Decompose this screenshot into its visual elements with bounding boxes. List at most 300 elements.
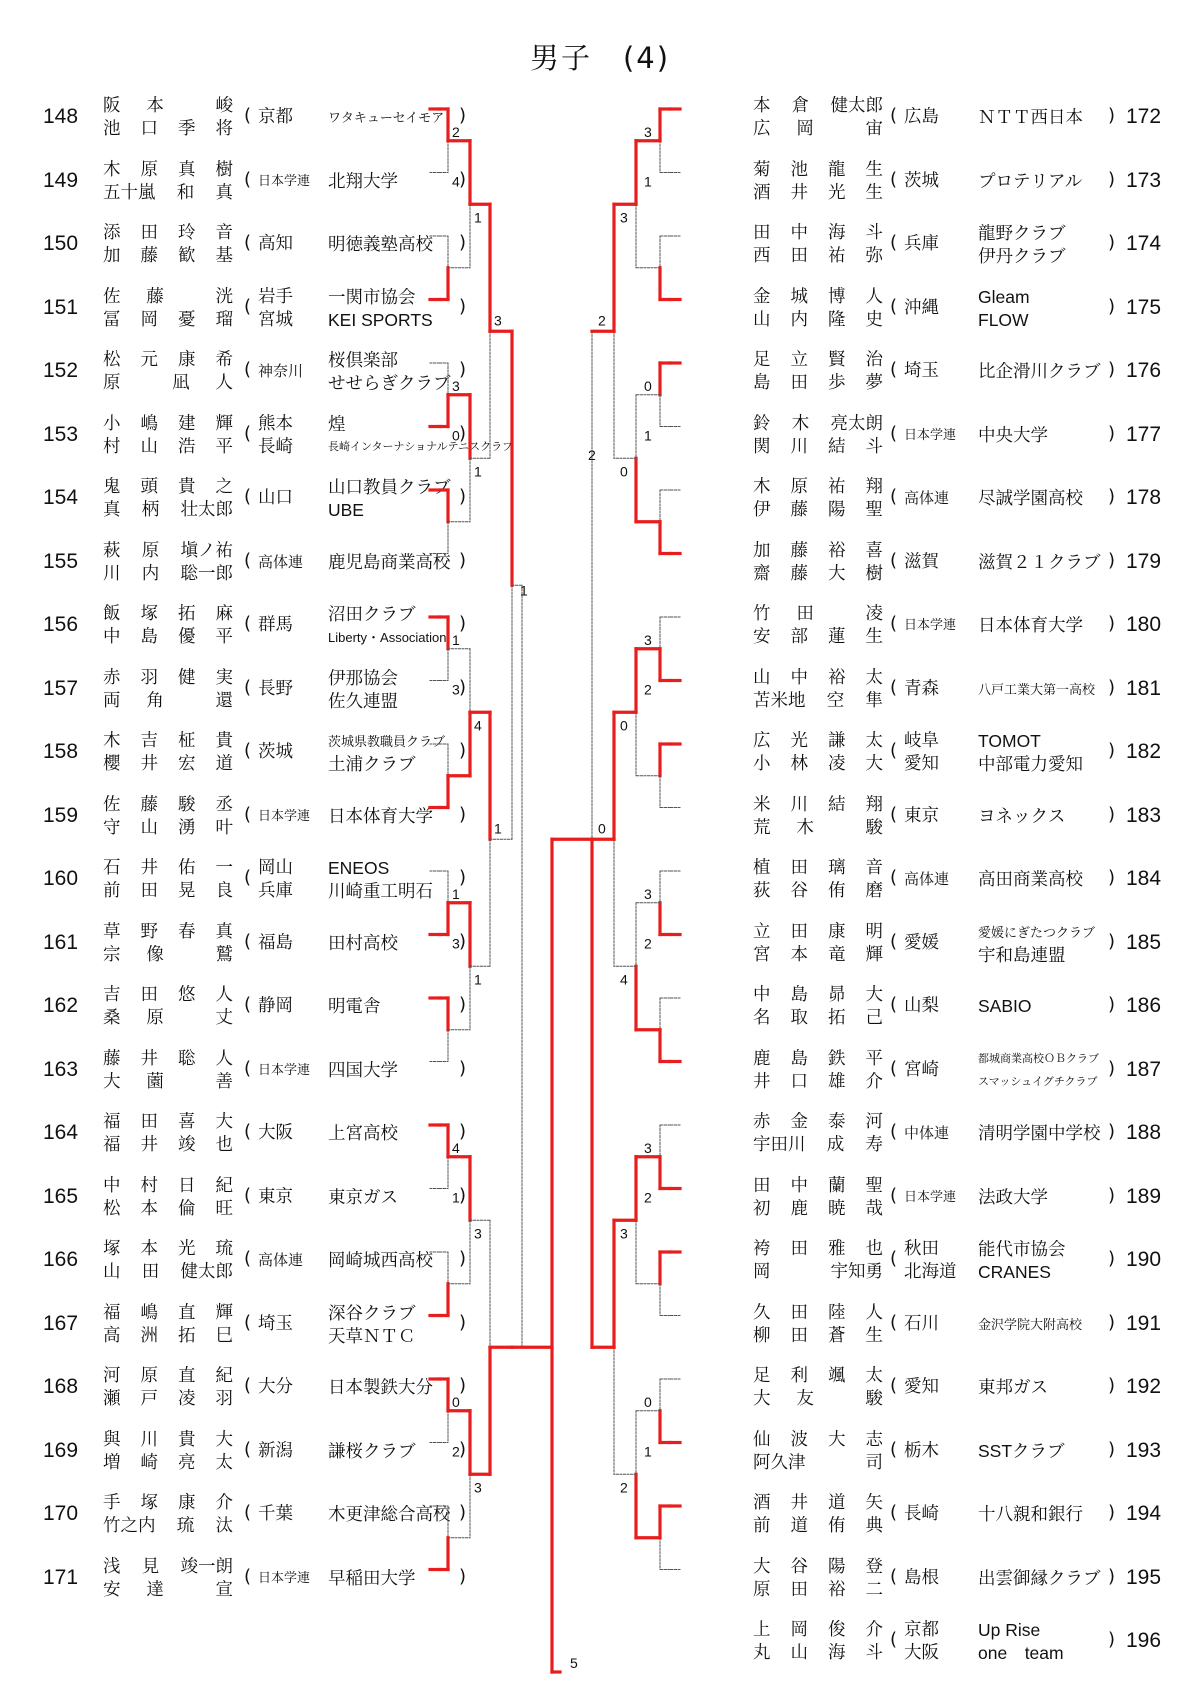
name-part: 井 (140, 1048, 158, 1069)
name-part: 陽 (828, 500, 846, 520)
name-part: 西 (753, 246, 771, 266)
open-paren: ( (890, 232, 898, 253)
close-paren: ) (459, 1121, 467, 1142)
open-paren: ( (244, 359, 252, 380)
name-part: 柳 (753, 1325, 771, 1346)
close-paren: ) (1108, 486, 1116, 507)
name-part: 口 (140, 119, 158, 139)
prefecture-line: 日本学連 (258, 1570, 311, 1586)
name-part: 凌 (178, 1389, 196, 1409)
name-part: 侑 (828, 1516, 846, 1536)
name-part: 山 (103, 1262, 121, 1282)
name-part: 波 (790, 1429, 808, 1450)
prefecture-line: 沖縄 (904, 297, 939, 318)
name-part: 添 (103, 223, 121, 243)
name-part: 亮太朗 (830, 413, 883, 434)
close-paren: ) (459, 1311, 467, 1333)
draw-number: 196 (1126, 1629, 1162, 1652)
name-part: 音 (215, 223, 233, 243)
name-part: 貴 (178, 477, 196, 497)
name-part: 金 (790, 1112, 808, 1132)
club-line: プロテリアル (978, 170, 1083, 191)
name-part: 広 (753, 731, 771, 751)
name-part: 藤 (140, 794, 158, 815)
close-paren: ) (1108, 676, 1116, 698)
draw-number: 193 (1126, 1438, 1162, 1462)
name-part: 登 (865, 1556, 883, 1577)
name-part: 島 (140, 627, 158, 647)
prefecture-line: 高体連 (258, 552, 304, 571)
club-line: 出雲御縁クラブ (978, 1567, 1101, 1588)
r-r1-score: 1 (644, 1443, 652, 1460)
draw-number: 159 (43, 803, 79, 827)
name-part: 田 (753, 223, 771, 243)
name-part: 友 (796, 1389, 814, 1409)
name-part: 太 (865, 667, 883, 688)
name-part: 田 (790, 373, 808, 393)
l-r2-score: 3 (474, 1225, 482, 1242)
draw-number: 176 (1126, 359, 1162, 382)
club-line: 木更津総合高校 (328, 1504, 451, 1524)
open-paren: ( (890, 1057, 898, 1079)
name-part: 道 (215, 754, 233, 774)
name-part: 斗 (865, 436, 883, 457)
name-part: 井 (140, 754, 158, 774)
name-part: 田 (140, 1112, 158, 1132)
name-part: 介 (865, 1071, 883, 1092)
name-part: 司 (865, 1452, 883, 1473)
name-part: 山 (790, 1643, 808, 1663)
club-line: SSTクラブ (978, 1440, 1065, 1461)
prefecture-line: 宮城 (258, 309, 293, 330)
r-r1-score: 3 (644, 886, 652, 902)
name-part: 井 (790, 182, 808, 203)
name-part: 角 (146, 690, 164, 711)
name-part: 蒼 (828, 1325, 846, 1346)
open-paren: ( (890, 105, 898, 126)
club-line: 茨城県教職員クラブ (328, 734, 446, 749)
name-part: 陸 (828, 1302, 846, 1323)
name-part: 関 (753, 436, 771, 457)
name-part: 生 (865, 182, 883, 203)
name-part: 中 (753, 985, 771, 1005)
prefecture-line: 群馬 (258, 615, 293, 635)
name-part: 優 (178, 627, 196, 647)
name-part: 巳 (215, 1325, 233, 1346)
draw-number: 186 (1126, 994, 1162, 1017)
name-part: 手 (103, 1493, 121, 1513)
club-line: 東京ガス (328, 1186, 398, 1207)
club-line: 川崎重工明石 (328, 881, 433, 901)
draw-number: 165 (43, 1184, 79, 1208)
name-part: 蘭 (828, 1175, 846, 1196)
name-part: 嶋 (140, 1302, 158, 1323)
prefecture-line: 京都 (904, 1620, 939, 1640)
draw-number: 180 (1126, 613, 1162, 636)
open-paren: ( (244, 232, 252, 253)
name-part: 池 (103, 119, 121, 139)
name-part: 宮 (753, 944, 771, 965)
name-part: 結 (828, 436, 846, 457)
name-part: 也 (215, 1135, 233, 1155)
name-part: 塚 (140, 1493, 158, 1513)
name-part: 山 (140, 817, 158, 838)
name-part: 伊 (753, 500, 771, 520)
name-part: 福 (103, 1112, 121, 1132)
prefecture-line: 山梨 (904, 996, 939, 1016)
name-part: 宗 (103, 944, 121, 965)
name-part: 内 (790, 309, 808, 330)
name-part: 田 (790, 1239, 808, 1259)
name-part: 桑 (103, 1008, 121, 1028)
l-r1-score: 0 (452, 1394, 460, 1410)
name-part: 久 (753, 1302, 771, 1323)
name-part: 薗 (146, 1071, 164, 1092)
name-part: 原 (753, 1579, 771, 1600)
draw-number: 154 (43, 486, 79, 509)
name-part: 草 (103, 921, 121, 942)
r-r1-score: 3 (644, 124, 652, 140)
name-part: 戸 (140, 1389, 158, 1409)
draw-number: 164 (43, 1121, 79, 1144)
name-part: 冨 (103, 309, 121, 330)
draw-number: 153 (43, 422, 79, 446)
name-part: 光 (828, 182, 846, 203)
close-paren: ) (459, 359, 467, 380)
name-part: 初 (753, 1198, 771, 1219)
name-part: 泰 (828, 1112, 846, 1132)
draw-number: 174 (1126, 232, 1162, 255)
name-part: 高 (103, 1325, 121, 1346)
close-paren: ) (459, 422, 467, 444)
name-part: 紀 (215, 1175, 233, 1196)
close-paren: ) (1108, 994, 1116, 1015)
r-r1-score: 1 (644, 173, 652, 190)
name-part: 樹 (215, 159, 233, 180)
open-paren: ( (890, 1629, 898, 1650)
club-line: 尽誠学園高校 (978, 488, 1083, 508)
name-part: 荒 (753, 817, 771, 838)
name-part: 小 (103, 413, 121, 434)
name-part: 立 (790, 350, 808, 370)
draw-number: 169 (43, 1438, 79, 1462)
r-r2-score: 3 (620, 1225, 628, 1242)
name-part: 塡ノ祐 (180, 540, 233, 561)
name-part: 聖 (865, 500, 883, 520)
name-part: 翔 (865, 794, 883, 815)
prefecture-line: 島根 (904, 1567, 939, 1588)
close-paren: ) (459, 168, 467, 190)
name-part: 原 (790, 477, 808, 497)
name-part: 井 (140, 1135, 158, 1155)
name-part: 介 (215, 1493, 233, 1513)
name-part: 崎 (140, 1452, 158, 1473)
name-part: 矢 (865, 1493, 883, 1513)
open-paren: ( (890, 295, 898, 317)
prefecture-line: 熊本 (258, 413, 293, 434)
close-paren: ) (1108, 295, 1116, 317)
name-part: 聖 (865, 1175, 883, 1196)
draw-number: 195 (1126, 1565, 1162, 1589)
name-part: 基 (215, 246, 233, 266)
open-paren: ( (890, 676, 898, 698)
name-part: 希 (215, 350, 233, 370)
name-part: 田 (753, 1175, 771, 1196)
draw-number: 162 (43, 994, 79, 1017)
name-part: 太 (215, 1452, 233, 1473)
prefecture-line: 秋田 (904, 1239, 939, 1259)
name-part: 川 (140, 1429, 158, 1450)
open-paren: ( (244, 422, 252, 444)
prefecture-line: 埼玉 (258, 1313, 293, 1334)
close-paren: ) (1108, 1311, 1116, 1333)
close-paren: ) (1108, 867, 1116, 888)
r-r1-score: 3 (644, 632, 652, 648)
draw-number: 178 (1126, 486, 1162, 509)
name-part: 直 (178, 1366, 196, 1386)
club-line: KEI SPORTS (328, 309, 433, 330)
name-part: 田 (790, 921, 808, 942)
name-part: 寿 (865, 1135, 883, 1155)
draw-number: 149 (43, 168, 79, 192)
club-line: 清明学園中学校 (978, 1123, 1101, 1143)
name-part: 建 (178, 413, 196, 434)
name-part: 足 (753, 350, 771, 370)
name-part: 大 (103, 1071, 121, 1092)
name-part: 喜 (178, 1112, 196, 1132)
r-r1-score: 0 (644, 1394, 652, 1410)
prefecture-line: 茨城 (904, 170, 939, 191)
name-part: 道 (828, 1493, 846, 1513)
draw-number: 168 (43, 1375, 79, 1398)
name-part: 藤 (140, 246, 158, 266)
l-r1-score: 4 (452, 173, 460, 190)
open-paren: ( (244, 1438, 252, 1460)
close-paren: ) (459, 740, 467, 761)
name-part: 本 (753, 96, 771, 116)
open-paren: ( (890, 1565, 898, 1587)
name-part: 平 (215, 436, 233, 457)
open-paren: ( (890, 1502, 898, 1523)
name-part: 賢 (828, 350, 846, 370)
final-score: 5 (570, 1655, 578, 1671)
close-paren: ) (459, 1375, 467, 1396)
name-part: 音 (865, 858, 883, 878)
name-part: 丸 (753, 1643, 771, 1663)
draw-number: 152 (43, 359, 79, 382)
open-paren: ( (890, 613, 898, 634)
name-part: 大 (865, 985, 883, 1005)
name-part: 凪 (172, 373, 190, 393)
open-paren: ( (890, 1311, 898, 1333)
name-part: 季 (178, 119, 196, 139)
name-part: 生 (865, 159, 883, 180)
r-r2-score: 2 (620, 1479, 628, 1496)
name-part: 結 (828, 794, 846, 815)
name-part: 聡 (178, 1048, 196, 1069)
name-part: 吉 (103, 985, 121, 1005)
name-part: 林 (790, 754, 808, 774)
name-part: 竣一朗 (180, 1556, 233, 1577)
name-part: 村 (140, 1175, 158, 1196)
name-part: 原 (140, 159, 158, 180)
name-part: 康 (828, 921, 846, 942)
name-part: 米 (753, 794, 771, 815)
name-part: 裕 (828, 1579, 846, 1600)
close-paren: ) (459, 613, 467, 634)
name-part: 藤 (790, 563, 808, 584)
name-part: 木 (103, 159, 121, 180)
name-part: 拓 (178, 1325, 196, 1346)
name-part: 広 (753, 119, 771, 139)
name-part: 也 (865, 1239, 883, 1259)
l-r1-score: 2 (452, 124, 460, 140)
open-paren: ( (244, 676, 252, 698)
name-part: 道 (790, 1516, 808, 1536)
name-part: 岡 (790, 1620, 808, 1640)
name-part: 谷 (790, 881, 808, 901)
prefecture-line: 愛媛 (904, 932, 939, 953)
name-part: 祐 (828, 246, 846, 266)
name-part: 平 (865, 1048, 883, 1069)
name-part: 峻 (215, 96, 233, 116)
prefecture-line: 日本学連 (258, 173, 311, 189)
club-line: 上宮高校 (328, 1123, 398, 1143)
name-part: 福 (103, 1135, 121, 1155)
name-part: 野 (140, 921, 158, 942)
r-r2-score: 3 (620, 209, 628, 226)
club-line: 岡崎城西高校 (328, 1250, 433, 1270)
name-part: 鈴 (753, 413, 771, 434)
name-part: 池 (790, 159, 808, 180)
club-line: 愛媛にぎたつクラブ (978, 924, 1096, 940)
club-line: 深谷クラブ (328, 1302, 416, 1323)
prefecture-line: 新潟 (258, 1440, 293, 1461)
close-paren: ) (459, 930, 467, 952)
r-r3-score: 0 (598, 820, 606, 837)
r-r4-score: 2 (588, 447, 596, 463)
name-part: 貴 (178, 1429, 196, 1450)
club-line: Liberty・Association (328, 630, 447, 645)
name-part: 一 (215, 858, 233, 878)
name-part: 佐 (103, 794, 121, 815)
name-part: 塚 (103, 1239, 121, 1259)
open-paren: ( (244, 994, 252, 1015)
name-part: 瀬 (103, 1389, 121, 1409)
name-part: 志 (865, 1429, 883, 1450)
name-part: 見 (141, 1556, 160, 1577)
name-part: 岡 (753, 1262, 771, 1282)
name-part: 岡 (796, 119, 814, 139)
name-part: 島 (790, 985, 808, 1005)
club-line: 能代市協会 (978, 1239, 1066, 1259)
club-line: ワタキューセイモア (328, 110, 445, 125)
close-paren: ) (1108, 1375, 1116, 1396)
name-part: 康 (178, 350, 196, 370)
name-part: 山 (753, 667, 771, 688)
name-part: 雄 (828, 1071, 846, 1092)
name-part: 石 (103, 858, 121, 878)
prefecture-line: 高体連 (258, 1251, 304, 1269)
name-part: 俊 (828, 1620, 846, 1640)
r-r2-score: 4 (620, 971, 628, 988)
name-part: 颯 (828, 1366, 846, 1386)
name-part: 晃 (178, 881, 196, 901)
prefecture-line: 大阪 (904, 1643, 939, 1663)
club-line: スマッシュイグチクラブ (978, 1075, 1098, 1088)
name-part: 還 (215, 690, 233, 711)
name-part: 増 (103, 1452, 121, 1473)
name-part: 鹿 (790, 1198, 808, 1219)
name-part: 生 (865, 627, 883, 647)
club-line: ＮＴＴ西日本 (978, 107, 1083, 127)
name-part: 本 (140, 1198, 158, 1219)
name-part: 酒 (753, 1493, 771, 1513)
prefecture-line: 大分 (258, 1377, 293, 1397)
name-part: 雅 (828, 1239, 846, 1259)
name-part: 荻 (753, 881, 771, 901)
name-part: 羽 (215, 1389, 233, 1409)
name-part: 憂 (178, 309, 196, 330)
close-paren: ) (459, 232, 467, 253)
club-line: FLOW (978, 309, 1029, 330)
name-part: 松 (103, 1198, 121, 1219)
name-part: 健太郎 (830, 96, 883, 116)
name-part: 汰 (215, 1516, 233, 1536)
name-part: 田 (140, 881, 158, 901)
prefecture-line: 東京 (904, 805, 939, 826)
name-part: 田 (790, 1579, 808, 1600)
close-paren: ) (1108, 105, 1116, 126)
close-paren: ) (1108, 930, 1116, 952)
name-part: 洸 (215, 286, 233, 307)
name-part: 善 (215, 1071, 233, 1092)
name-part: 竹之内 (103, 1516, 156, 1536)
draw-number: 182 (1126, 740, 1162, 763)
name-part: 昴 (828, 985, 846, 1005)
club-line: 滋賀２１クラブ (978, 551, 1101, 572)
name-part: 海 (828, 1643, 846, 1663)
name-part: 悠 (178, 985, 196, 1005)
close-paren: ) (1108, 803, 1116, 825)
club-line: 龍野クラブ (978, 223, 1066, 243)
name-part: 隼 (865, 690, 883, 711)
prefecture-line: 日本学連 (258, 808, 311, 824)
club-line: 日本製鉄大分 (328, 1377, 433, 1397)
open-paren: ( (890, 1121, 898, 1142)
name-part: 浅 (103, 1556, 121, 1577)
draw-number: 163 (43, 1057, 79, 1081)
club-line: 長崎インターナショナルテニスクラブ (328, 440, 514, 453)
club-line: 伊那協会 (328, 667, 398, 688)
name-part: 原 (146, 1008, 164, 1028)
prefecture-line: 愛知 (904, 1377, 939, 1397)
name-part: 良 (215, 881, 233, 901)
draw-number: 156 (43, 613, 79, 636)
club-line: 伊丹クラブ (978, 246, 1066, 266)
prefecture-line: 千葉 (258, 1504, 293, 1524)
open-paren: ( (890, 1248, 898, 1269)
prefecture-line: 大阪 (258, 1123, 293, 1143)
open-paren: ( (244, 1184, 252, 1206)
name-part: 田 (790, 246, 808, 266)
close-paren: ) (1108, 1565, 1116, 1587)
name-part: 治 (865, 350, 883, 370)
name-part: 真 (215, 921, 233, 942)
name-part: 頭 (140, 477, 158, 497)
name-part: 宙 (865, 119, 883, 139)
name-part: 植 (753, 858, 771, 878)
